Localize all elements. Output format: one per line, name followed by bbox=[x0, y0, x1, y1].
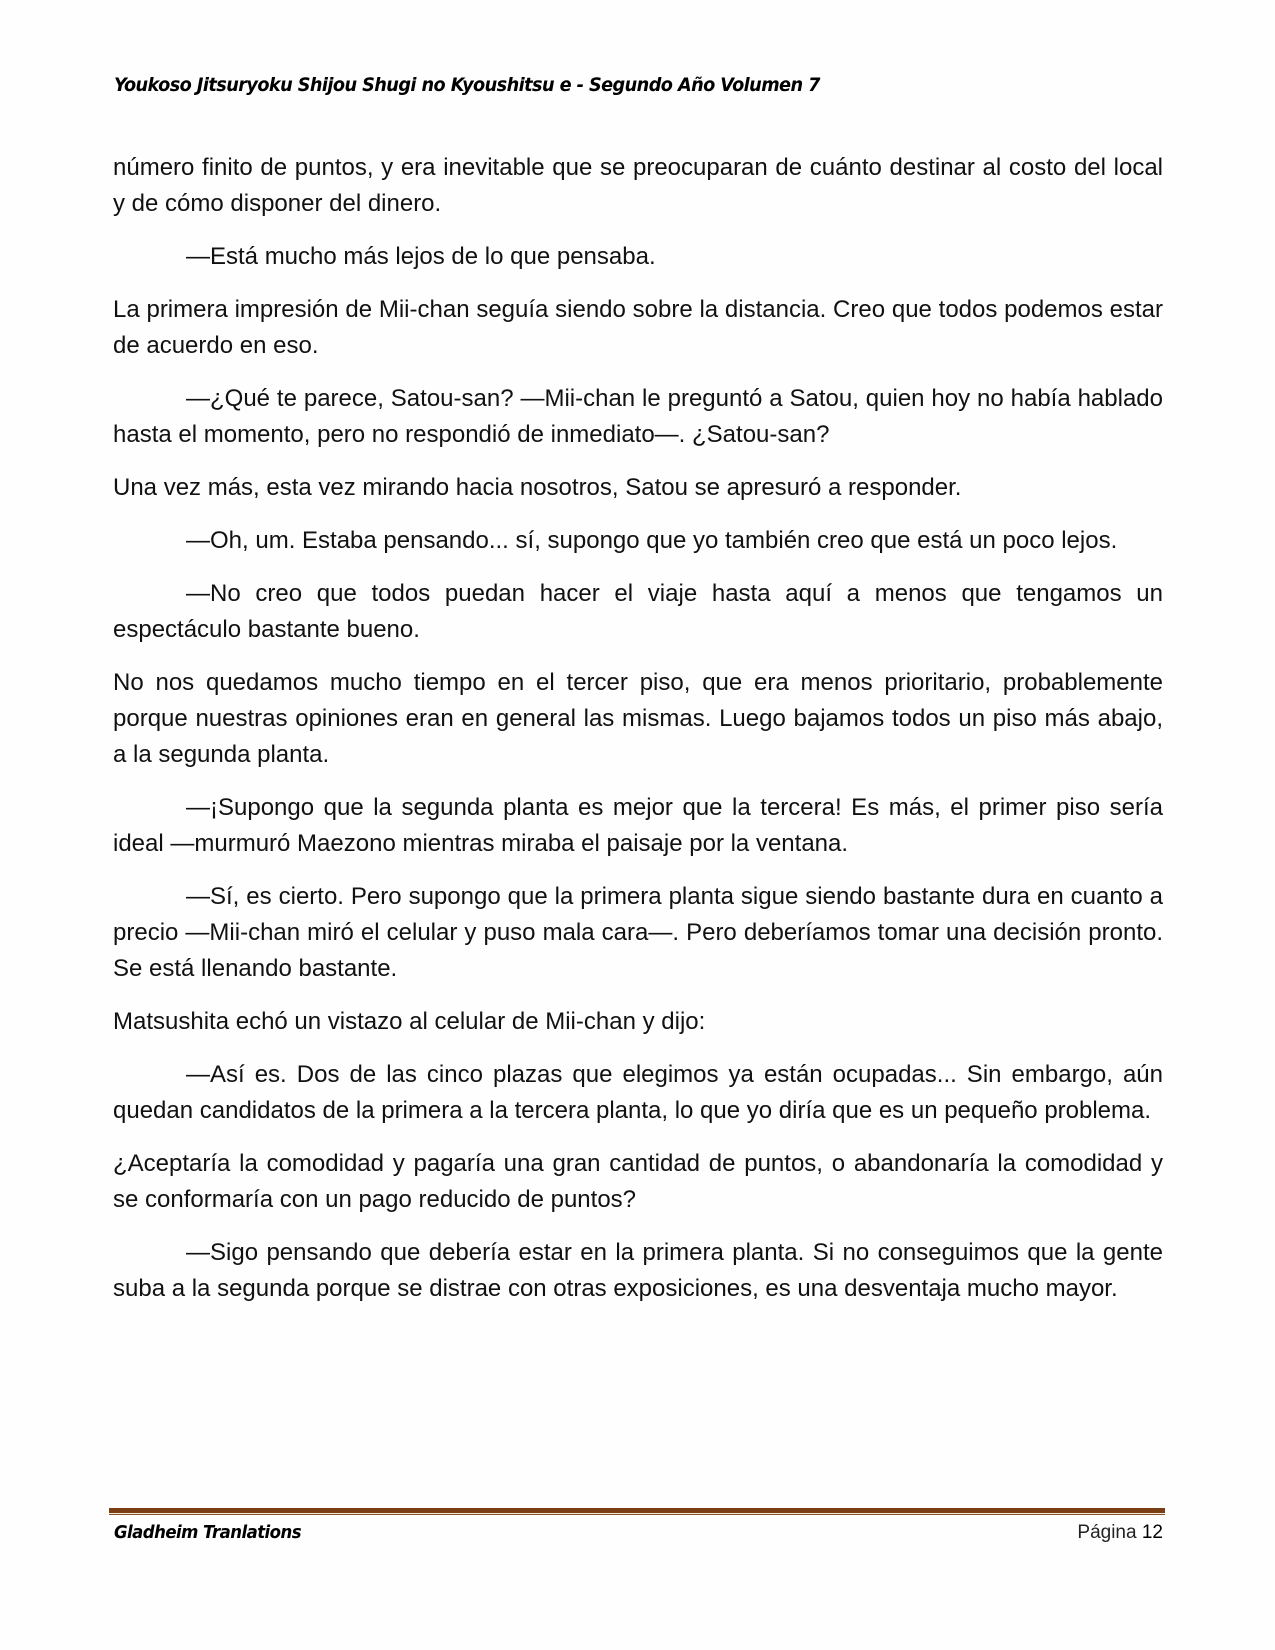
paragraph-narration: Una vez más, esta vez mirando hacia nosotros, Satou se apresuró a responder. bbox=[113, 474, 962, 501]
paragraph-narration: No nos quedamos mucho tiempo en el tercer piso, que era menos prioritario, probablemente porque nuestras opiniones eran en general las mismas. Luego bajamos todos un piso más abajo, a la segunda planta. bbox=[113, 669, 1163, 768]
page-number bbox=[1077, 1522, 1163, 1544]
paragraph-dialogue: —Oh, um. Estaba pensando... sí, supongo que yo también creo que está un poco lejos. bbox=[186, 527, 1118, 554]
paragraph-dialogue: —¿Qué te parece, Satou-san? —Mii-chan le preguntó a Satou, quien hoy no había hablado hasta el momento, pero no respondió de inmediato—. ¿Satou-san? bbox=[113, 385, 1163, 448]
paragraph-dialogue: —¡Supongo que la segunda planta es mejor que la tercera! Es más, el primer piso sería ideal —murmuró Maezono mientras miraba el paisaje por la ventana. bbox=[113, 794, 1163, 857]
body-text bbox=[113, 150, 1163, 1324]
page-label: Página bbox=[1077, 1522, 1137, 1543]
paragraph-narration: número finito de puntos, y era inevitable que se preocuparan de cuánto destinar al costo del local y de cómo disponer del dinero. bbox=[113, 154, 1163, 217]
paragraph-dialogue: —No creo que todos puedan hacer el viaje hasta aquí a menos que tengamos un espectáculo bastante bueno. bbox=[113, 580, 1163, 643]
paragraph-dialogue: —Así es. Dos de las cinco plazas que elegimos ya están ocupadas... Sin embargo, aún quedan candidatos de la primera a la tercera planta, lo que yo diría que es un pequeño problema. bbox=[113, 1061, 1163, 1124]
paragraph-narration: ¿Aceptaría la comodidad y pagaría una gran cantidad de puntos, o abandonaría la comodidad y se conformaría con un pago reducido de puntos? bbox=[113, 1150, 1163, 1213]
paragraph-dialogue: —Está mucho más lejos de lo que pensaba. bbox=[186, 243, 656, 270]
footer-divider-thin bbox=[109, 1514, 1165, 1515]
running-header: Youkoso Jitsuryoku Shijou Shugi no Kyoushitsu e - Segundo Año Volumen 7 bbox=[114, 74, 820, 96]
footer-divider bbox=[109, 1508, 1165, 1515]
paragraph-narration: Matsushita echó un vistazo al celular de Mii-chan y dijo: bbox=[113, 1008, 706, 1035]
paragraph-narration: La primera impresión de Mii-chan seguía siendo sobre la distancia. Creo que todos podemos estar de acuerdo en eso. bbox=[113, 296, 1163, 359]
paragraph-dialogue: —Sí, es cierto. Pero supongo que la primera planta sigue siendo bastante dura en cuanto a precio —Mii-chan miró el celular y puso mala cara—. Pero deberíamos tomar una decisión pronto. Se está llenando bastante. bbox=[113, 883, 1163, 982]
paragraph-dialogue: —Sigo pensando que debería estar en la primera planta. Si no conseguimos que la gente suba a la segunda porque se distrae con otras exposiciones, es una desventaja mucho mayor. bbox=[113, 1239, 1163, 1302]
footer-credit: Gladheim Tranlations bbox=[114, 1522, 302, 1543]
page-number-value: 12 bbox=[1141, 1522, 1163, 1543]
